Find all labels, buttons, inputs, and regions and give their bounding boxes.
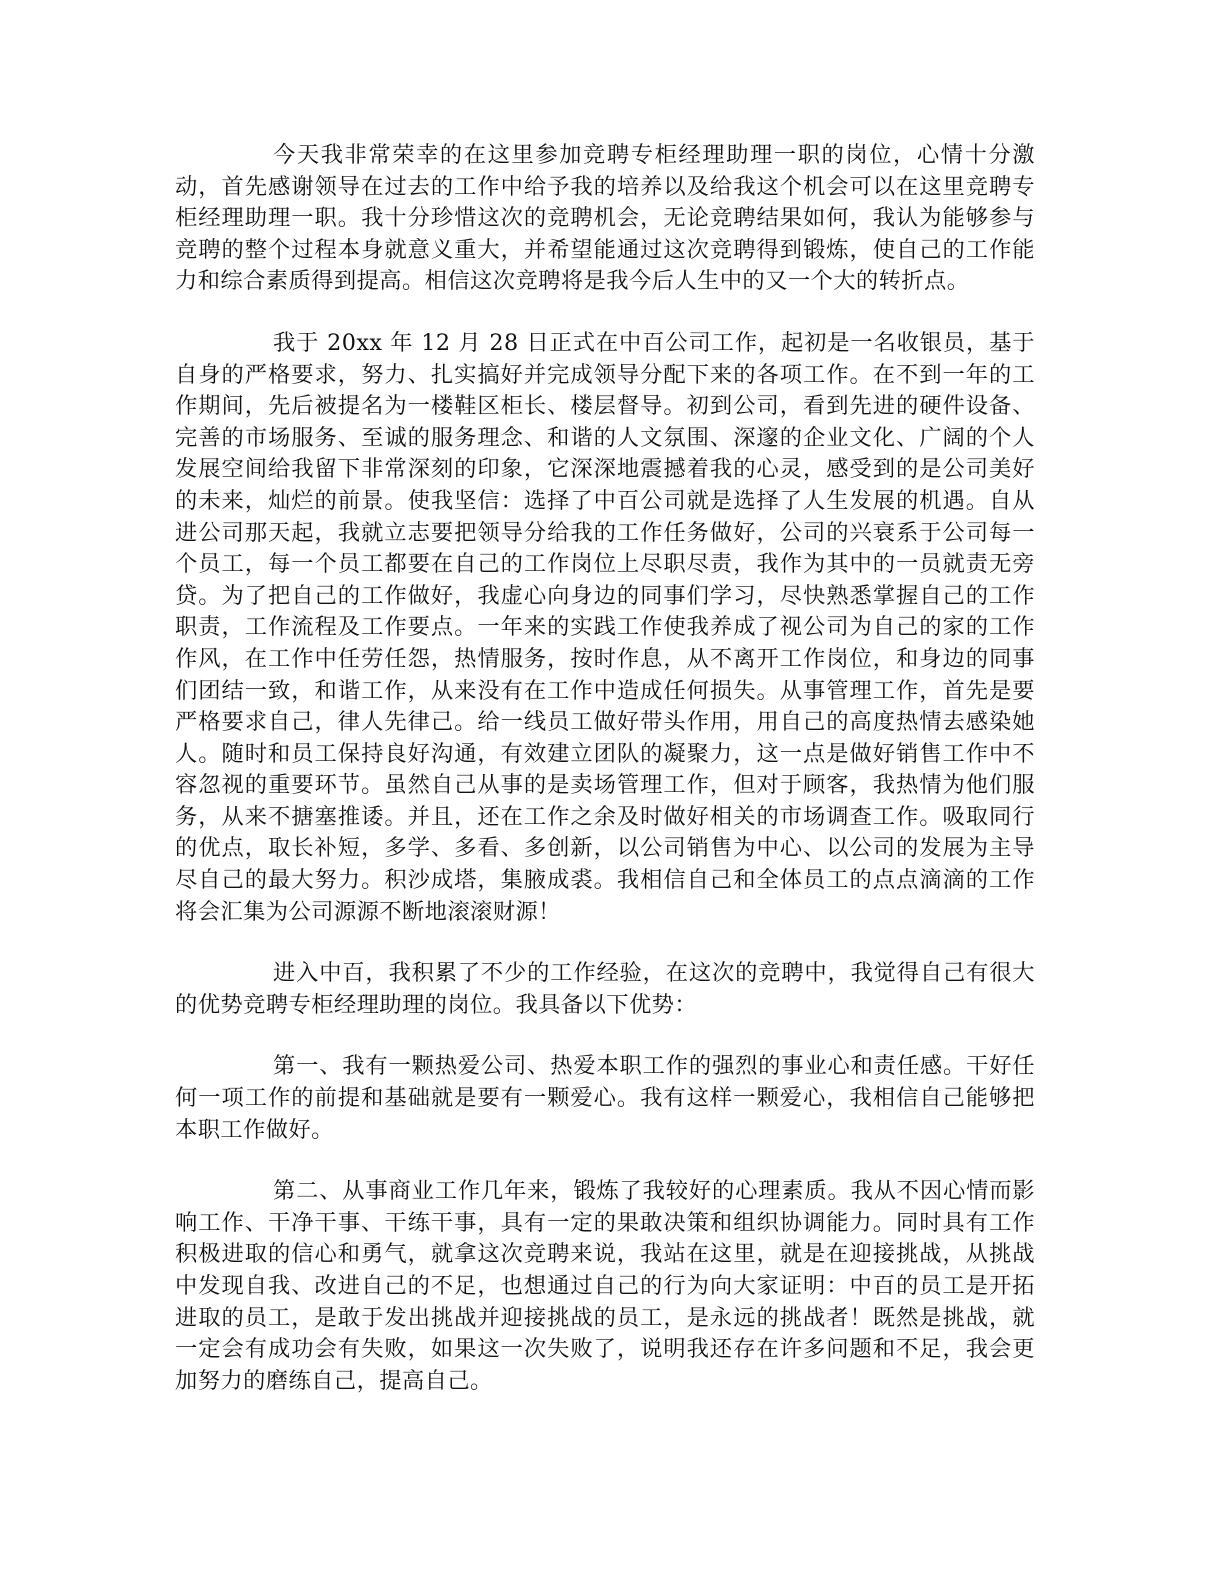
paragraph-advantages-intro: 进入中百，我积累了不少的工作经验，在这次的竞聘中，我觉得自己有很大的优势竞聘专柜经理助理的岗位。我具备以下优势： [175, 960, 1035, 1018]
paragraph-advantage-second: 第二、从事商业工作几年来，锻炼了我较好的心理素质。我从不因心情而影响工作、干净干事、干练干事，具有一定的果敢决策和组织协调能力。同时具有工作积极进取的信心和勇气，就拿这次竞聘来说，我站在这里，就是在迎接挑战，从挑战中发现自我、改进自己的不足，也想通过自己的行为向大家证明：中百的员工是开拓进取的员工，是敢于发出挑战并迎接挑战的员工，是永远的挑战者！既然是挑战，就一定会有成功会有失败，如果这一次失败了，说明我还存在许多问题和不足，我会更加努力的磨练自己，提高自己。 [175, 1178, 1035, 1394]
paragraph-work-history: 我于 20xx 年 12 月 28 日正式在中百公司工作，起初是一名收银员，基于自身的严格要求，努力、扎实搞好并完成领导分配下来的各项工作。在不到一年的工作期间，先后被提名为一楼鞋区柜长、楼层督导。初到公司，看到先进的硬件设备、完善的市场服务、至诚的服务理念、和谐的人文氛围、深邃的企业文化、广阔的个人发展空间给我留下非常深刻的印象，它深深地震撼着我的心灵，感受到的是公司美好的未来，灿烂的前景。使我坚信：选择了中百公司就是选择了人生发展的机遇。自从进公司那天起，我就立志要把领导分给我的工作任务做好，公司的兴衰系于公司每一个员工，每一个员工都要在自己的工作岗位上尽职尽责，我作为其中的一员就责无旁贷。为了把自己的工作做好，我虚心向身边的同事们学习，尽快熟悉掌握自己的工作职责，工作流程及工作要点。一年来的实践工作使我养成了视公司为自己的家的工作作风，在工作中任劳任怨，热情服务，按时作息，从不离开工作岗位，和身边的同事们团结一致，和谐工作，从来没有在工作中造成任何损失。从事管理工作，首先是要严格要求自己，律人先律己。给一线员工做好带头作用，用自己的高度热情去感染她人。随时和员工保持良好沟通，有效建立团队的凝聚力，这一点是做好销售工作中不容忽视的重要环节。虽然自己从事的是卖场管理工作，但对于顾客，我热情为他们服务，从来不搪塞推诿。并且，还在工作之余及时做好相关的市场调查工作。吸取同行的优点，取长补短，多学、多看、多创新，以公司销售为中心、以公司的发展为主导尽自己的最大努力。积沙成塔，集腋成裘。我相信自己和全体员工的点点滴滴的工作将会汇集为公司源源不断地滚滚财源！ [175, 329, 1035, 925]
document-page [175, 140, 1035, 1427]
paragraph-intro: 今天我非常荣幸的在这里参加竞聘专柜经理助理一职的岗位，心情十分激动，首先感谢领导在过去的工作中给予我的培养以及给我这个机会可以在这里竞聘专柜经理助理一职。我十分珍惜这次的竞聘机会，无论竞聘结果如何，我认为能够参与竞聘的整个过程本身就意义重大，并希望能通过这次竞聘得到锻炼，使自己的工作能力和综合素质得到提高。相信这次竞聘将是我今后人生中的又一个大的转折点。 [175, 142, 1035, 295]
paragraph-advantage-first: 第一、我有一颗热爱公司、热爱本职工作的强烈的事业心和责任感。干好任何一项工作的前提和基础就是要有一颗爱心。我有这样一颗爱心，我相信自己能够把本职工作做好。 [175, 1053, 1035, 1143]
